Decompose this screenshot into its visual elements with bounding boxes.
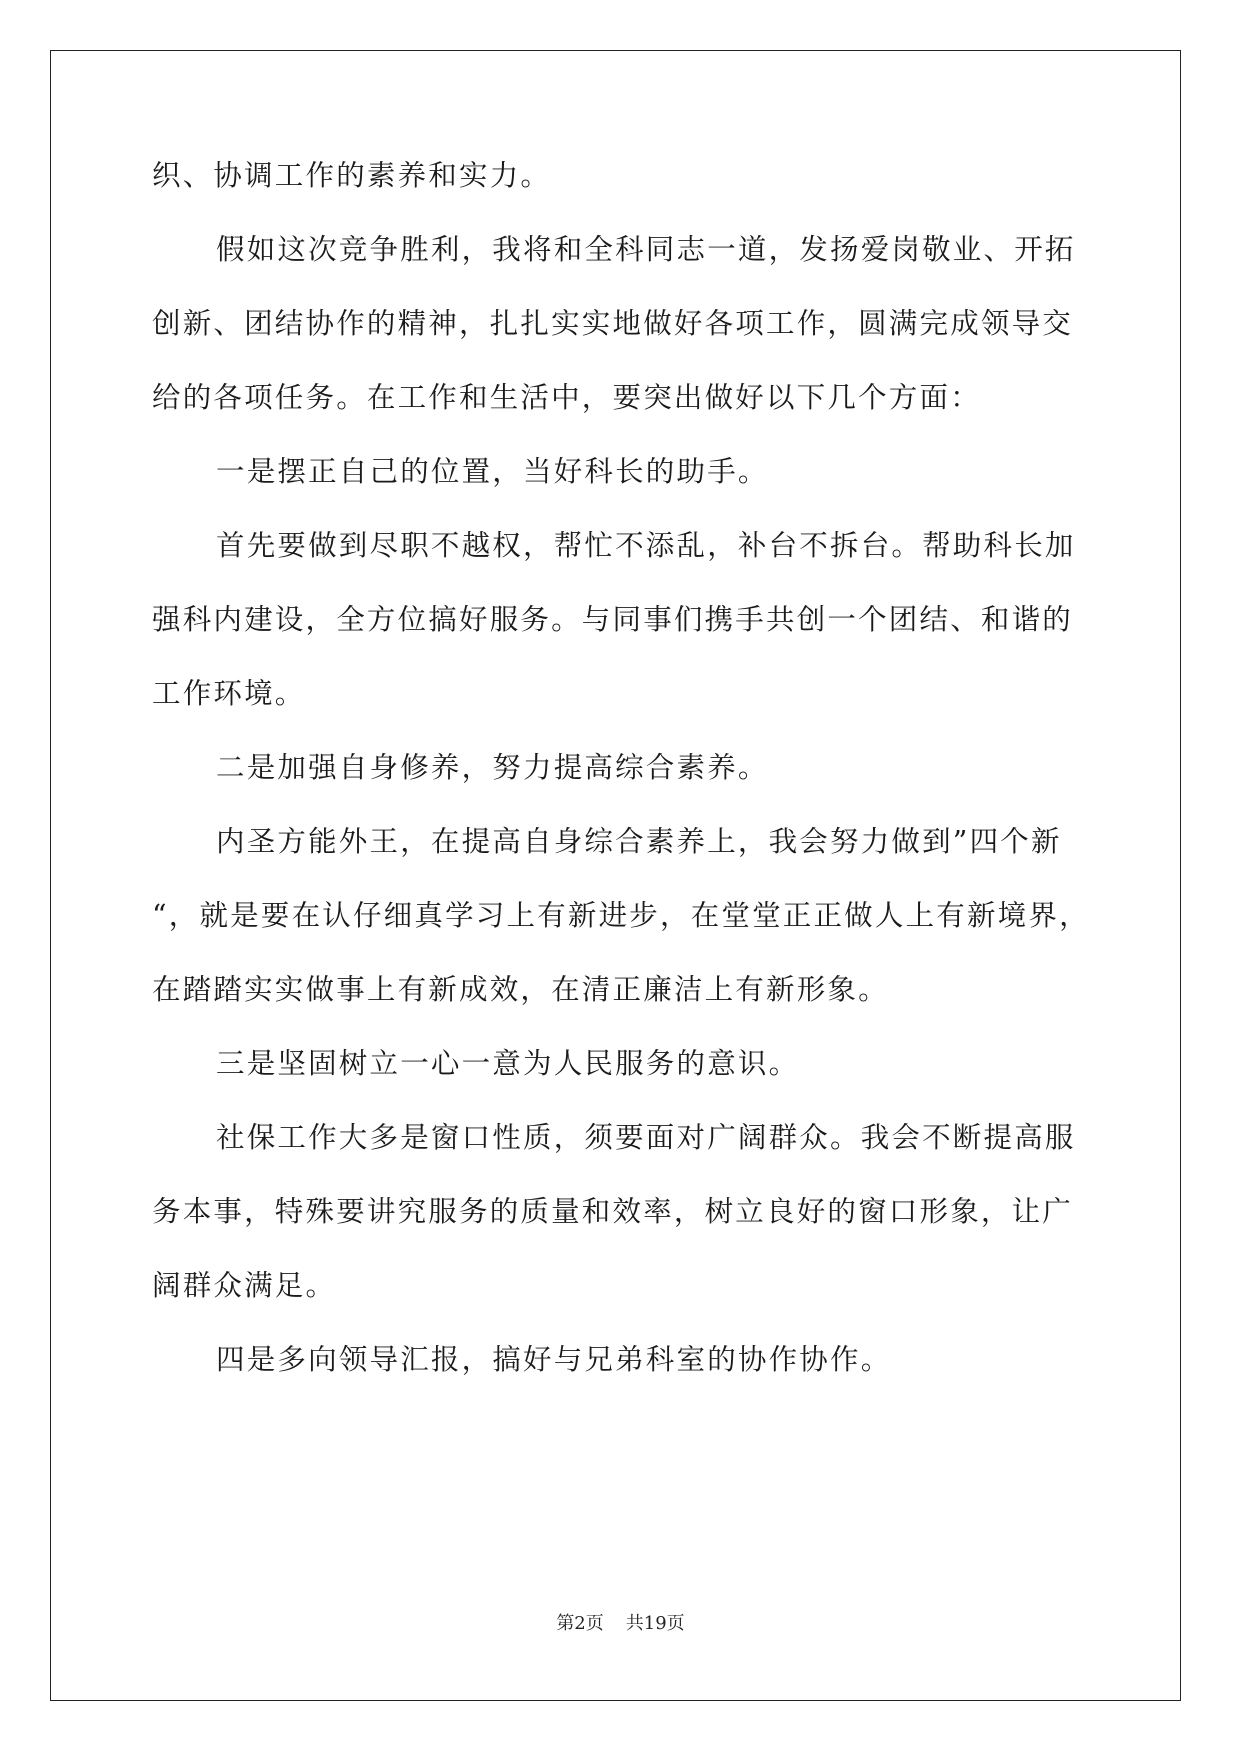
page-total: 共19页 bbox=[625, 1613, 685, 1634]
text-line: 一是摆正自己的位置，当好科长的助手。 bbox=[216, 455, 769, 488]
text-line: 强科内建设，全方位搞好服务。与同事们携手共创一个团结、和谐的 bbox=[152, 603, 1074, 636]
page-footer bbox=[0, 1612, 1241, 1636]
text-line: 首先要做到尽职不越权，帮忙不添乱，补台不拆台。帮助科长加 bbox=[216, 529, 1076, 562]
page-border bbox=[50, 50, 1181, 1701]
text-line: “，就是要在认仔细真学习上有新进步，在堂堂正正做人上有新境界， bbox=[152, 899, 1090, 932]
text-line: 三是坚固树立一心一意为人民服务的意识。 bbox=[216, 1047, 800, 1080]
text-line: 织、协调工作的素养和实力。 bbox=[152, 159, 552, 192]
page-number: 第2页 bbox=[556, 1613, 604, 1634]
text-line: 工作环境。 bbox=[152, 677, 306, 710]
text-line: 四是多向领导汇报，搞好与兄弟科室的协作协作。 bbox=[216, 1343, 892, 1376]
text-line: 创新、团结协作的精神，扎扎实实地做好各项工作，圆满完成领导交 bbox=[152, 307, 1074, 340]
text-line: 假如这次竞争胜利，我将和全科同志一道，发扬爱岗敬业、开拓 bbox=[216, 233, 1076, 266]
text-line: 在踏踏实实做事上有新成效，在清正廉洁上有新形象。 bbox=[152, 973, 889, 1006]
text-line: 给的各项任务。在工作和生活中，要突出做好以下几个方面： bbox=[152, 381, 981, 414]
text-line: 社保工作大多是窗口性质，须要面对广阔群众。我会不断提高服 bbox=[216, 1121, 1076, 1154]
text-line: 阔群众满足。 bbox=[152, 1269, 337, 1302]
text-line: 二是加强自身修养，努力提高综合素养。 bbox=[216, 751, 769, 784]
text-line: 内圣方能外王，在提高自身综合素养上，我会努力做到”四个新 bbox=[216, 825, 1062, 858]
text-line: 务本事，特殊要讲究服务的质量和效率，树立良好的窗口形象，让广 bbox=[152, 1195, 1074, 1228]
